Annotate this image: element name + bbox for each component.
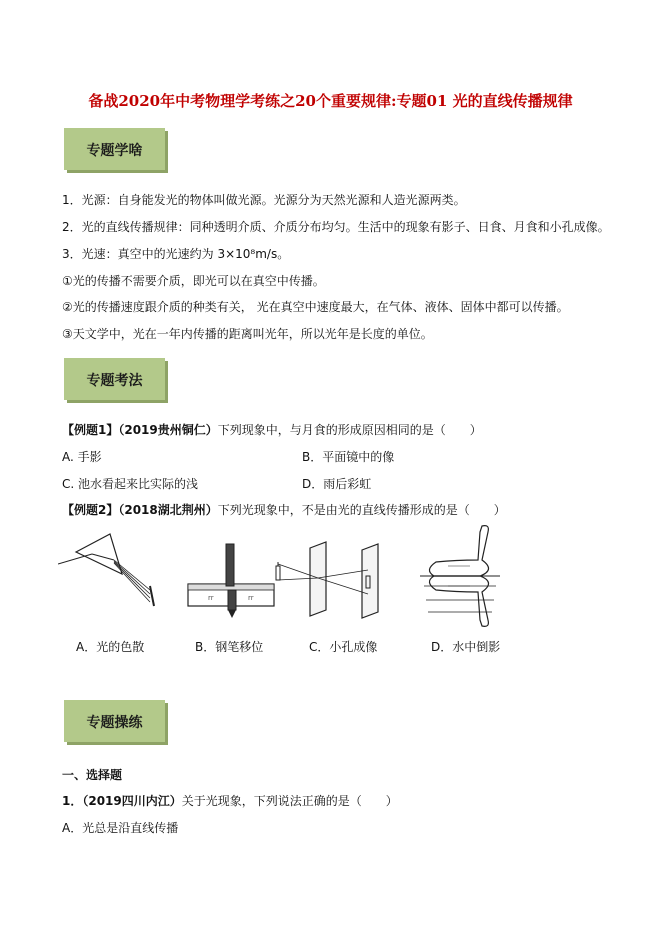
pen-displacement-figure xyxy=(186,540,278,620)
intro-line-1: 1．光源：自身能发光的物体叫做光源。光源分为天然光源和人造光源两类。 xyxy=(62,193,466,207)
figure-caption-a: A．光的色散 xyxy=(76,640,145,654)
page-title: 备战2020年中考物理学考练之20个重要规律:专题01 光的直线传播规律 xyxy=(88,92,573,110)
example1-option-a: A. 手影 xyxy=(62,450,102,464)
example2-tag: 【例题2】（2018湖北荆州） xyxy=(62,503,218,517)
intro-line-2: 2．光的直线传播规律：同种透明介质、介质分布均匀。生活中的现象有影子、日食、月食和小孔成像。 xyxy=(62,220,610,234)
figure-caption-b: B．钢笔移位 xyxy=(195,640,264,654)
swan-reflection-figure xyxy=(420,520,500,628)
example1-question-line xyxy=(62,423,482,437)
figure-caption-d: D．水中倒影 xyxy=(431,640,501,654)
section-header-exam xyxy=(64,358,165,400)
example1-option-c: C. 池水看起来比实际的浅 xyxy=(62,477,199,491)
example1-option-d: D．雨后彩虹 xyxy=(302,477,372,491)
figure-caption-c: C．小孔成像 xyxy=(309,640,378,654)
practice-q1-tag: 1．（2019四川内江） xyxy=(62,794,182,808)
section-header-label: 专题考法 xyxy=(86,373,143,389)
pinhole-imaging-figure xyxy=(270,540,390,622)
practice-q1-line xyxy=(62,794,398,808)
section-header-label: 专题操练 xyxy=(86,715,143,731)
section-header-practice xyxy=(64,700,165,742)
example2-question-line xyxy=(62,503,506,517)
section-header-label: 专题学啥 xyxy=(86,143,143,159)
practice-q1-text: 关于光现象，下列说法正确的是（ ） xyxy=(181,794,398,808)
example1-option-b: B．平面镜中的像 xyxy=(302,450,395,464)
section-header-intro xyxy=(64,128,165,170)
practice-heading: 一、选择题 xyxy=(62,768,123,782)
intro-line-4: ①光的传播不需要介质，即光可以在真空中传播。 xyxy=(62,274,325,288)
practice-q1-option-a: A．光总是沿直线传播 xyxy=(62,821,179,835)
intro-line-3: 3．光速：真空中的光速约为 3×10⁸m/s。 xyxy=(62,247,290,261)
example2-question: 下列光现象中，不是由光的直线传播形成的是（ ） xyxy=(217,503,506,517)
prism-dispersion-figure xyxy=(58,528,168,608)
svg-text:rr: rr xyxy=(248,594,254,602)
svg-text:rr: rr xyxy=(208,594,214,602)
intro-line-6: ③天文学中，光在一年内传播的距离叫光年，所以光年是长度的单位。 xyxy=(62,327,433,341)
intro-line-5: ②光的传播速度跟介质的种类有关， 光在真空中速度最大，在气体、液体、固体中都可以传播。 xyxy=(62,300,569,314)
example1-question: 下列现象中，与月食的形成原因相同的是（ ） xyxy=(217,423,482,437)
example1-tag: 【例题1】（2019贵州铜仁） xyxy=(62,423,218,437)
